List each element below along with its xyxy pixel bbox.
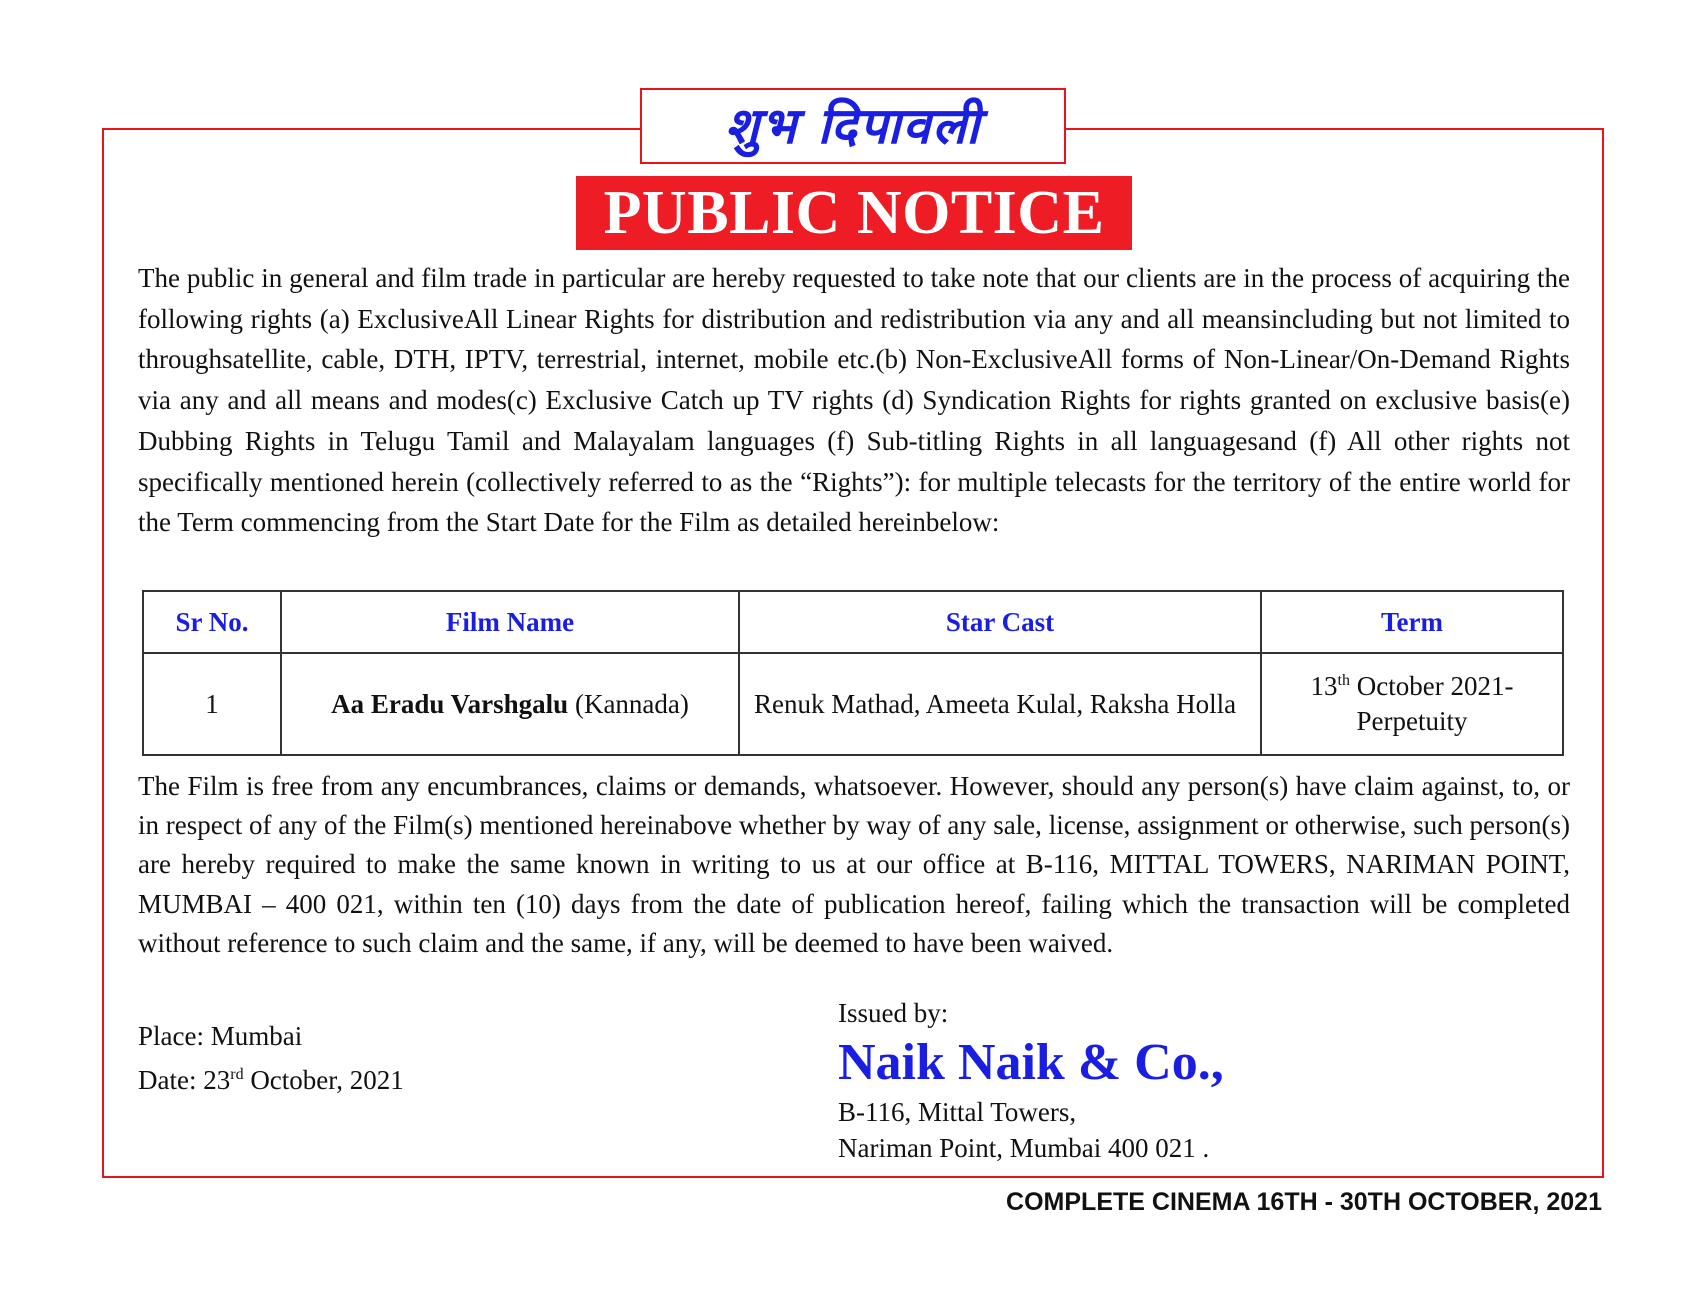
notice-closing-paragraph: The Film is free from any encumbrances, claims or demands, whatsoever. However, should any person(s) have claim against, to, or in respect of any of the Film(s) mentioned hereinabove whether by way of any sale, license, assignment or otherwise, such person(s) are hereby required to make the same known in writing to us at our office at B-116, MITTAL TOWERS, NARIMAN POINT, MUMBAI – 400 021, within ten (10) days from the date of publication hereof, failing which the transaction will be completed without reference to such claim and the same, if any, will be deemed to have been waived. — [138, 771, 1570, 958]
issuer-address-line2: Nariman Point, Mumbai 400 021 . — [838, 1133, 1210, 1163]
film-language: (Kannada) — [568, 688, 689, 719]
term-day-suffix: th — [1337, 672, 1350, 689]
header-sr-no: Sr No. — [143, 591, 281, 653]
issuer-name: Naik Naik & Co., — [838, 1034, 1224, 1091]
page-title: PUBLIC NOTICE — [603, 179, 1105, 247]
notice-intro-paragraph: The public in general and film trade in particular are hereby requested to take note that our clients are in the process of acquiring the following rights (a) ExclusiveAll Linear Rights for distribution and redistribution via any and all meansincluding but not limited to throughsatellite, cable, DTH, IPTV, terrestrial, internet, mobile etc.(b) Non-ExclusiveAll forms of Non-Linear/On-Demand Rights via any and all means and modes(c) Exclusive Catch up TV rights (d) Syndication Rights for rights granted on exclusive basis(e) Dubbing Rights in Telugu Tamil and Malayalam languages (f) Sub-titling Rights in all languagesand (f) All other rights not specifically mentioned herein (collectively referred to as the “Rights”): for multiple telecasts for the territory of the entire world for the Term commencing from the Start Date for the Film as detailed hereinbelow: — [138, 263, 1570, 538]
film-rights-table — [142, 590, 1564, 756]
issuer-block — [838, 996, 1224, 1166]
issued-by-label: Issued by: — [838, 998, 949, 1028]
date-rest: October, 2021 — [243, 1065, 404, 1095]
date-line — [138, 1058, 404, 1102]
table-row — [143, 653, 1563, 755]
header-film-name: Film Name — [281, 591, 739, 653]
table-header-row — [143, 591, 1563, 653]
term-end: Perpetuity — [1356, 706, 1468, 736]
term-day: 13 — [1310, 671, 1338, 701]
header-star-cast: Star Cast — [739, 591, 1261, 653]
place-date-block — [138, 1014, 404, 1102]
place-line: Place: Mumbai — [138, 1021, 303, 1051]
cell-sr-no: 1 — [143, 653, 281, 755]
publication-footer: COMPLETE CINEMA 16TH - 30TH OCTOBER, 2021 — [1006, 1188, 1602, 1216]
issuer-address-line1: B-116, Mittal Towers, — [838, 1097, 1077, 1127]
deepawali-greeting: शुभ दिपावली — [724, 97, 982, 155]
date-suffix: rd — [230, 1066, 244, 1083]
cell-film-name — [281, 653, 739, 755]
film-title: Aa Eradu Varshgalu — [331, 688, 569, 719]
term-start: October 2021- — [1350, 671, 1514, 701]
cell-star-cast: Renuk Mathad, Ameeta Kulal, Raksha Holla — [739, 653, 1261, 755]
cell-term — [1261, 653, 1563, 755]
deepawali-greeting-box — [640, 88, 1066, 164]
date-prefix: Date: 23 — [138, 1065, 231, 1095]
header-term: Term — [1261, 591, 1563, 653]
public-notice-banner — [576, 176, 1132, 250]
